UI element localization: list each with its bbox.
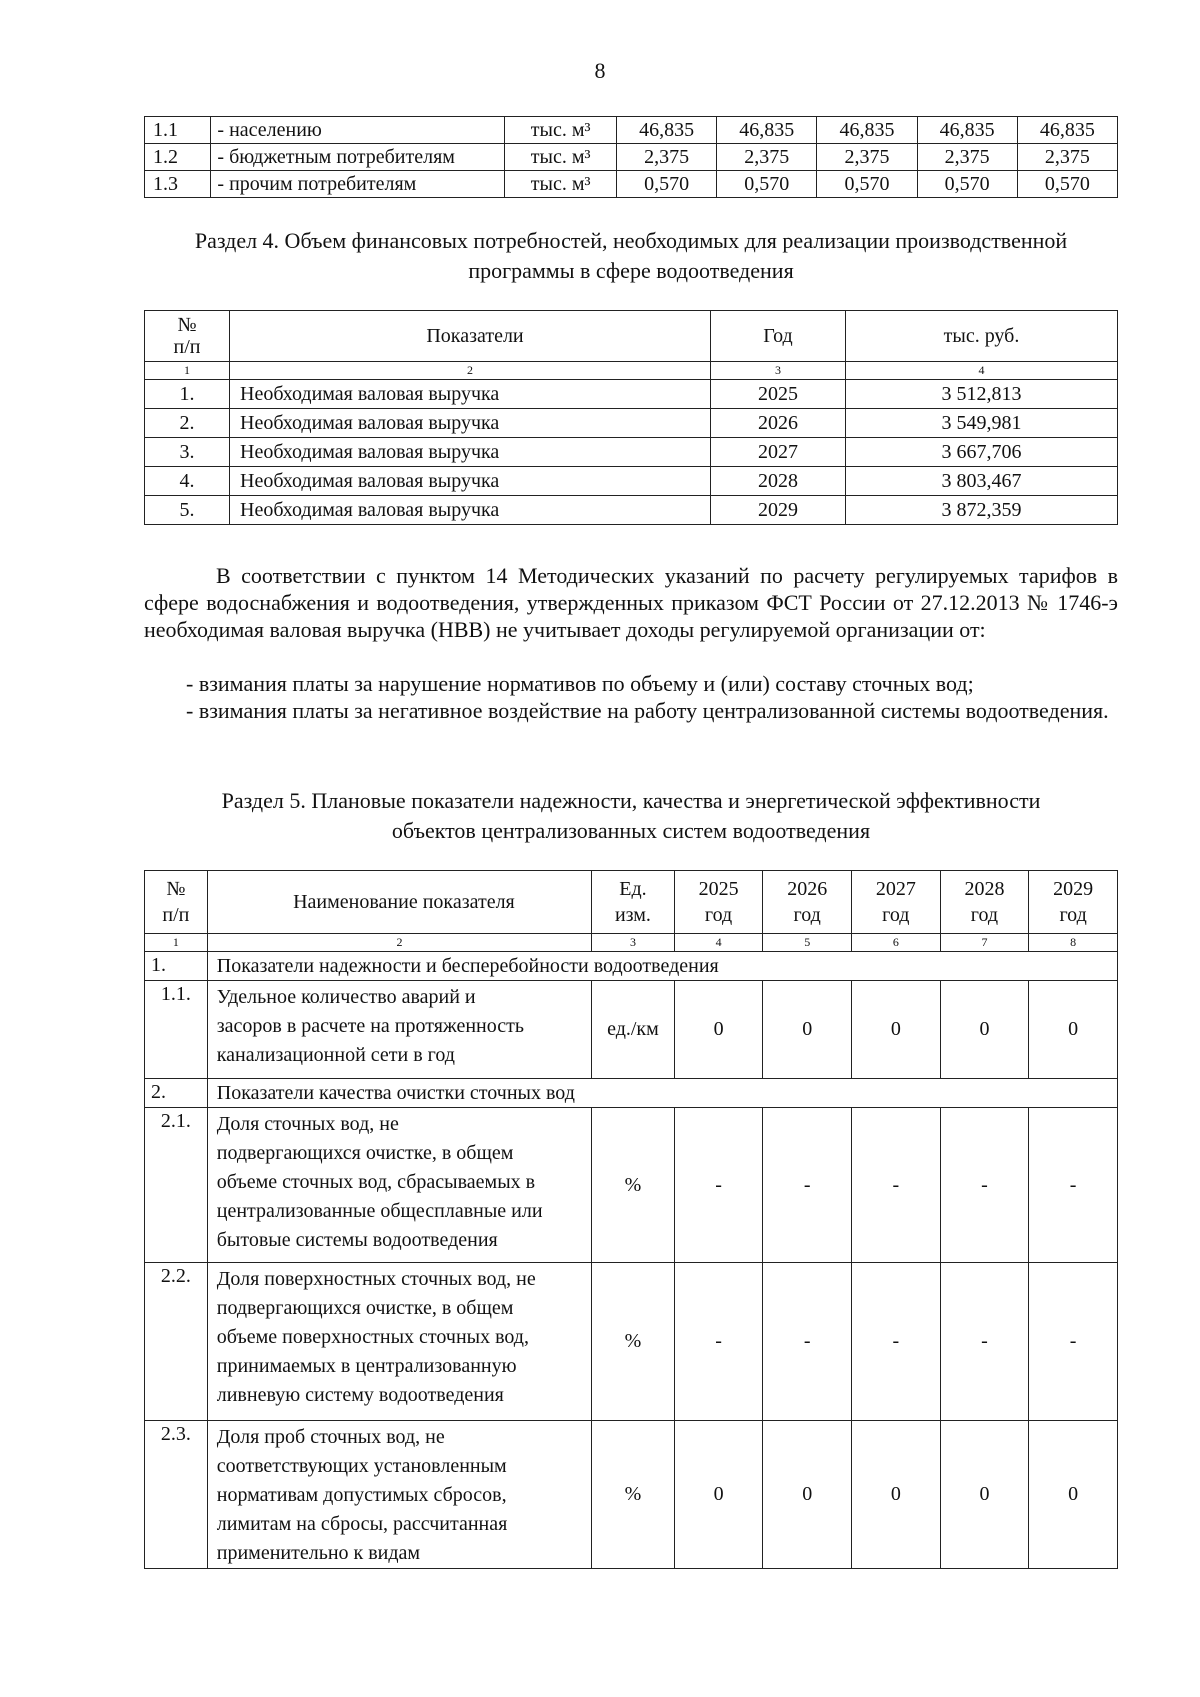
row-value: - — [674, 1108, 763, 1263]
header-year-value: 2027 — [875, 878, 916, 900]
row-unit: % — [592, 1263, 675, 1421]
row-value: 2,375 — [717, 144, 817, 171]
row-value: 0 — [763, 981, 852, 1079]
row-value: 0 — [1029, 1421, 1118, 1569]
table-row — [145, 171, 1118, 198]
row-sum: 3 803,467 — [846, 467, 1118, 496]
row-number: 1.2 — [145, 144, 211, 171]
column-index: 1 — [145, 362, 230, 380]
row-name-line: канализационной сети в год — [216, 1044, 455, 1066]
column-index: 4 — [674, 934, 763, 952]
column-index: 5 — [763, 934, 852, 952]
row-name — [207, 1421, 591, 1569]
row-value: - — [1029, 1108, 1118, 1263]
header-unit — [592, 871, 675, 934]
header-unit-line2: изм. — [614, 904, 651, 926]
table-row — [145, 144, 1118, 171]
row-name-line: объеме сточных вод, сбрасываемых в — [216, 1171, 536, 1193]
header-year — [763, 871, 852, 934]
table-row — [145, 467, 1118, 496]
column-index: 7 — [940, 934, 1029, 952]
column-index-row — [145, 362, 1118, 380]
row-name: Необходимая валовая выручка — [230, 438, 711, 467]
row-unit: % — [592, 1108, 675, 1263]
section-number: 1. — [145, 952, 208, 981]
row-value: 0,570 — [817, 171, 917, 198]
row-name-line: ливневую систему водоотведения — [216, 1384, 504, 1406]
table-row — [145, 380, 1118, 409]
row-number: 2. — [145, 409, 230, 438]
row-name: - бюджетным потребителям — [211, 144, 505, 171]
row-sum: 3 872,359 — [846, 496, 1118, 525]
row-value: 0 — [940, 981, 1029, 1079]
row-value: 0 — [674, 1421, 763, 1569]
column-index-row — [145, 934, 1118, 952]
row-sum: 3 667,706 — [846, 438, 1118, 467]
table-header-row — [145, 871, 1118, 934]
table-row — [145, 438, 1118, 467]
row-unit: тыс. м³ — [505, 171, 617, 198]
row-name-line: Доля сточных вод, не — [216, 1113, 399, 1135]
body-list-item: - взимания платы за негативное воздействие на работу централизованной системы водоотведения. — [186, 698, 1109, 723]
row-year: 2027 — [711, 438, 846, 467]
row-name-line: применительно к видам — [216, 1542, 421, 1564]
column-index: 3 — [711, 362, 846, 380]
row-number: 4. — [145, 467, 230, 496]
header-year-value: 2025 — [698, 878, 739, 900]
row-number: 3. — [145, 438, 230, 467]
section-number: 2. — [145, 1079, 208, 1108]
section4-title-line2: программы в сфере водоотведения — [468, 258, 794, 283]
row-name — [207, 1108, 591, 1263]
row-name: Необходимая валовая выручка — [230, 409, 711, 438]
row-name-line: подвергающихся очистке, в общем — [216, 1297, 514, 1319]
column-index: 4 — [846, 362, 1118, 380]
row-number: 1.3 — [145, 171, 211, 198]
header-year-suffix: год — [793, 904, 821, 926]
row-value: 0,570 — [1017, 171, 1117, 198]
row-value: - — [852, 1108, 941, 1263]
section4-title-line1: Раздел 4. Объем финансовых потребностей, необходимых для реализации производственной — [194, 228, 1068, 253]
row-number: 2.1. — [145, 1108, 208, 1263]
row-name: - прочим потребителям — [211, 171, 505, 198]
column-index: 6 — [852, 934, 941, 952]
row-value: - — [940, 1108, 1029, 1263]
column-index: 1 — [145, 934, 208, 952]
table-row — [145, 409, 1118, 438]
row-value: 2,375 — [1017, 144, 1117, 171]
header-year-suffix: год — [1059, 904, 1087, 926]
row-sum: 3 512,813 — [846, 380, 1118, 409]
header-num — [145, 871, 208, 934]
header-year — [852, 871, 941, 934]
row-name-line: соответствующих установленным — [216, 1455, 507, 1477]
row-value: 2,375 — [616, 144, 716, 171]
row-value: 46,835 — [817, 117, 917, 144]
header-year: Год — [711, 311, 846, 362]
row-name: - населению — [211, 117, 505, 144]
row-name-line: Доля проб сточных вод, не — [216, 1426, 445, 1448]
row-name-line: объеме поверхностных сточных вод, — [216, 1326, 529, 1348]
table-row — [145, 117, 1118, 144]
table-row — [145, 1108, 1118, 1263]
header-year-value: 2029 — [1053, 878, 1094, 900]
row-name-line: принимаемых в централизованную — [216, 1355, 517, 1377]
header-num-line2: п/п — [162, 904, 190, 926]
row-value: 2,375 — [817, 144, 917, 171]
header-num-line2: п/п — [173, 336, 201, 358]
row-name-line: нормативам допустимых сбросов, — [216, 1484, 507, 1506]
row-name-line: Доля поверхностных сточных вод, не — [216, 1268, 536, 1290]
body-list-item: - взимания платы за нарушение нормативов по объему и (или) составу сточных вод; — [186, 671, 974, 696]
table-row — [145, 496, 1118, 525]
row-value: - — [763, 1263, 852, 1421]
table-row — [145, 981, 1118, 1079]
row-unit: % — [592, 1421, 675, 1569]
header-sum: тыс. руб. — [846, 311, 1118, 362]
row-value: - — [940, 1263, 1029, 1421]
header-year-value: 2028 — [964, 878, 1005, 900]
row-value: 2,375 — [917, 144, 1017, 171]
header-year — [940, 871, 1029, 934]
row-name-line: бытовые системы водоотведения — [216, 1229, 498, 1251]
header-year-suffix: год — [704, 904, 733, 926]
page-number: 8 — [594, 58, 606, 83]
table-row — [145, 1421, 1118, 1569]
row-name-line: подвергающихся очистке, в общем — [216, 1142, 514, 1164]
volume-table — [144, 116, 1118, 198]
row-number: 2.3. — [145, 1421, 208, 1569]
table-header-row — [145, 311, 1118, 362]
body-paragraph: В соответствии с пунктом 14 Методических указаний по расчету регулируемых тарифов в сфере водоснабжения и водоотведения, утвержденных приказом ФСТ России от 27.12.2013 № 1746-э необходимая валовая выручка (НВВ) не учитывает доходы регулируемой организации от: — [144, 563, 1118, 642]
row-name — [207, 1263, 591, 1421]
section-name: Показатели надежности и бесперебойности водоотведения — [207, 952, 1117, 981]
row-value: 46,835 — [616, 117, 716, 144]
row-value: 0,570 — [917, 171, 1017, 198]
section5-title — [144, 786, 1118, 846]
row-name: Необходимая валовая выручка — [230, 496, 711, 525]
row-name: Необходимая валовая выручка — [230, 380, 711, 409]
row-unit: тыс. м³ — [505, 117, 617, 144]
financial-table — [144, 310, 1118, 525]
row-value: 46,835 — [717, 117, 817, 144]
row-value: 0 — [674, 981, 763, 1079]
row-year: 2025 — [711, 380, 846, 409]
row-name-line: Удельное количество аварий и — [216, 986, 476, 1008]
row-value: 0 — [852, 1421, 941, 1569]
row-sum: 3 549,981 — [846, 409, 1118, 438]
row-value: 46,835 — [1017, 117, 1117, 144]
header-name: Наименование показателя — [207, 871, 591, 934]
row-value: 0 — [940, 1421, 1029, 1569]
row-value: 0 — [763, 1421, 852, 1569]
column-index: 8 — [1029, 934, 1118, 952]
header-num-line1: № — [177, 314, 197, 336]
header-num-line1: № — [166, 878, 186, 900]
row-number: 5. — [145, 496, 230, 525]
row-number: 2.2. — [145, 1263, 208, 1421]
row-year: 2026 — [711, 409, 846, 438]
row-value: - — [763, 1108, 852, 1263]
row-value: - — [674, 1263, 763, 1421]
row-unit: ед./км — [592, 981, 675, 1079]
row-value: 0,570 — [616, 171, 716, 198]
row-name-line: лимитам на сбросы, рассчитанная — [216, 1513, 508, 1535]
indicators-table — [144, 870, 1118, 1569]
column-index: 3 — [592, 934, 675, 952]
header-year-suffix: год — [970, 904, 999, 926]
column-index: 2 — [207, 934, 591, 952]
row-name-line: засоров в расчете на протяженность — [216, 1015, 524, 1037]
row-year: 2028 — [711, 467, 846, 496]
section5-title-line1: Раздел 5. Плановые показатели надежности, качества и энергетической эффективности — [221, 788, 1041, 813]
section5-title-line2: объектов централизованных систем водоотведения — [391, 818, 871, 843]
row-value: 0 — [1029, 981, 1118, 1079]
header-year-value: 2026 — [787, 878, 828, 900]
row-number: 1.1 — [145, 117, 211, 144]
header-year — [674, 871, 763, 934]
header-year-suffix: год — [882, 904, 910, 926]
section-row — [145, 952, 1118, 981]
header-year — [1029, 871, 1118, 934]
section4-title — [144, 226, 1118, 286]
header-name: Показатели — [230, 311, 711, 362]
row-value: 0,570 — [717, 171, 817, 198]
row-value: 46,835 — [917, 117, 1017, 144]
header-unit-line1: Ед. — [619, 878, 647, 900]
row-name-line: централизованные общесплавные или — [216, 1200, 543, 1222]
section-row — [145, 1079, 1118, 1108]
column-index: 2 — [230, 362, 711, 380]
row-unit: тыс. м³ — [505, 144, 617, 171]
row-value: - — [852, 1263, 941, 1421]
row-number: 1.1. — [145, 981, 208, 1079]
section-name: Показатели качества очистки сточных вод — [207, 1079, 1117, 1108]
row-number: 1. — [145, 380, 230, 409]
row-year: 2029 — [711, 496, 846, 525]
row-name — [207, 981, 591, 1079]
table-row — [145, 1263, 1118, 1421]
row-value: - — [1029, 1263, 1118, 1421]
row-name: Необходимая валовая выручка — [230, 467, 711, 496]
header-num — [145, 311, 230, 362]
row-value: 0 — [852, 981, 941, 1079]
